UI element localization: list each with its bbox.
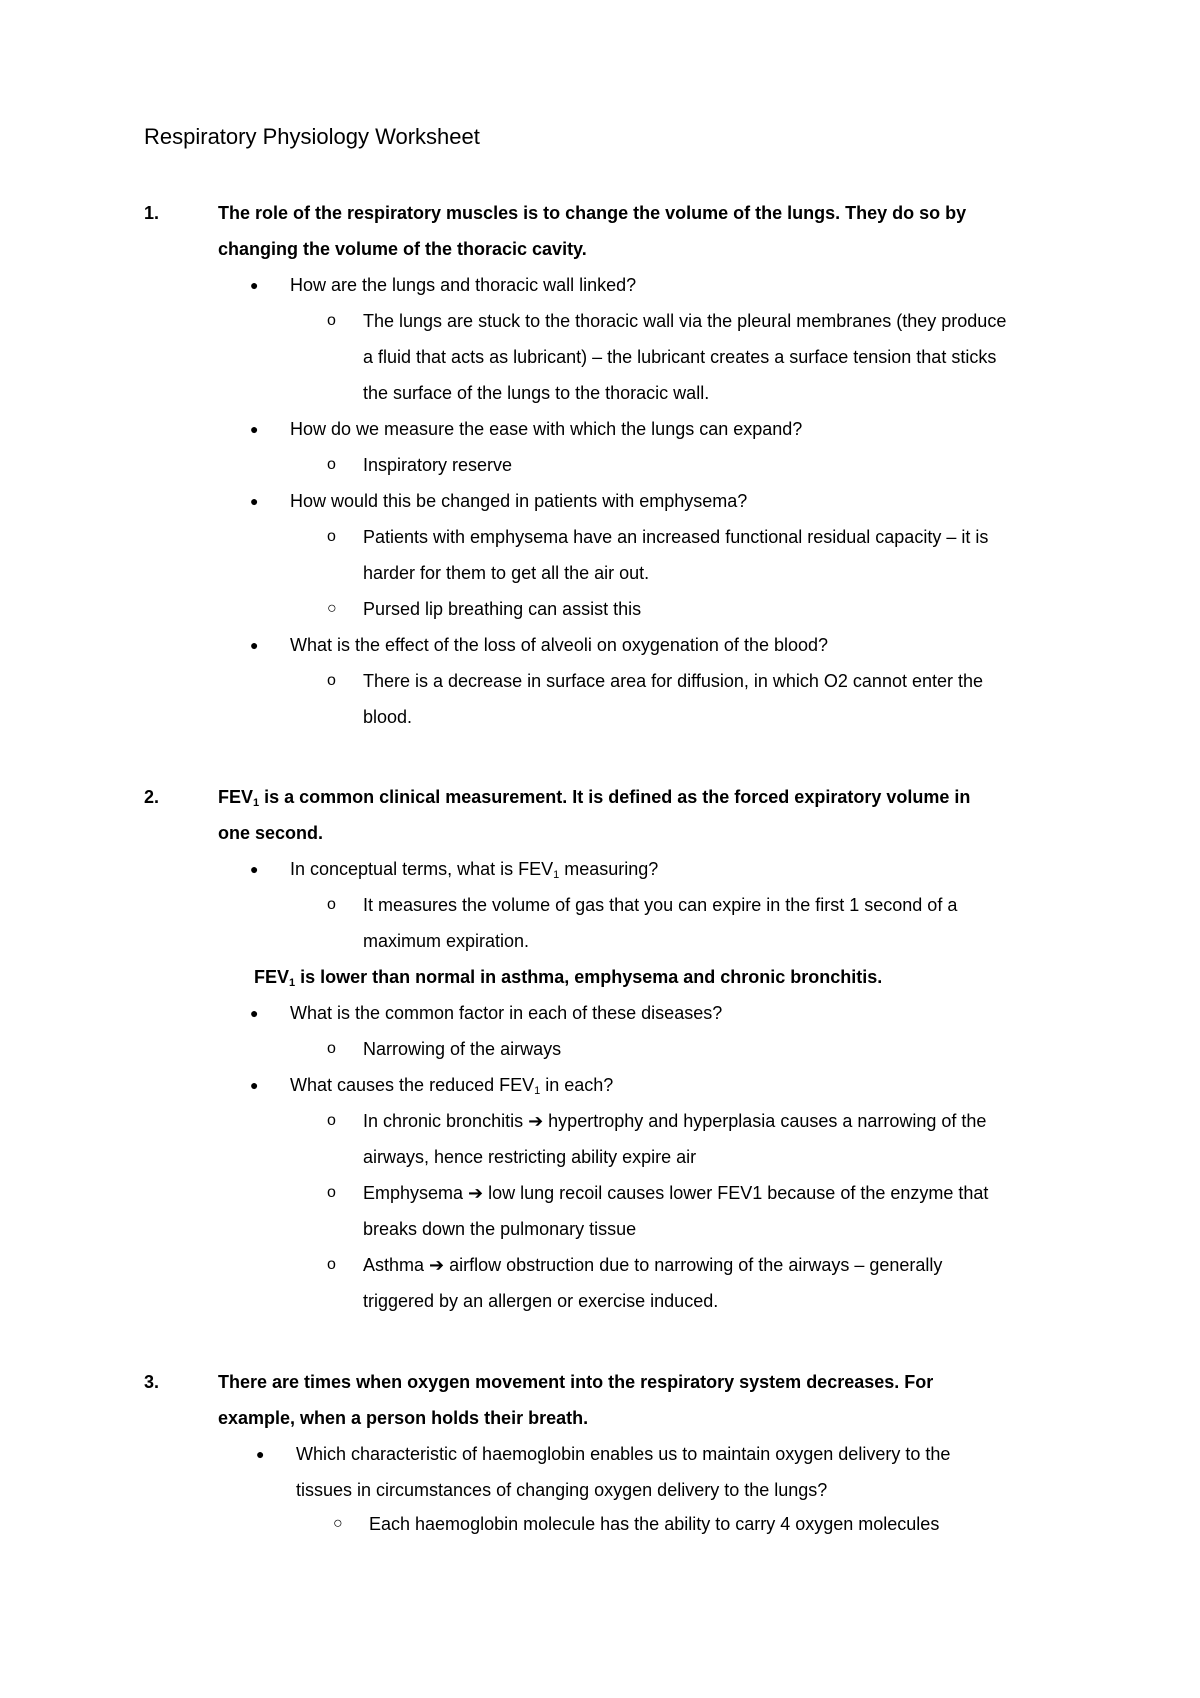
q2-bullet-3-answer-2-line-1: Emphysema ➔ low lung recoil causes lower FEV1 because of the enzyme that	[363, 1183, 989, 1203]
bullet-icon: ●	[250, 861, 259, 877]
q1-bullet-4: What is the effect of the loss of alveoli on oxygenation of the blood?	[290, 635, 829, 655]
sub-bullet-circle-icon: ○	[333, 1515, 343, 1532]
question-1-number: 1.	[144, 203, 160, 223]
bullet-icon: ●	[250, 493, 259, 509]
sub-bullet-o-icon: o	[327, 672, 336, 689]
bullet-icon: ●	[250, 1005, 259, 1021]
q2-bullet-3-answer-1-line-1: In chronic bronchitis ➔ hypertrophy and hyperplasia causes a narrowing of the	[363, 1111, 987, 1131]
bullet-icon: ●	[250, 277, 259, 293]
question-1-line-1: The role of the respiratory muscles is to change the volume of the lungs. They do so by	[218, 203, 967, 223]
q1-bullet-4-answer-line-2: blood.	[363, 707, 413, 727]
sub-bullet-o-icon: o	[327, 1184, 336, 1201]
sub-bullet-o-icon: o	[327, 1040, 336, 1057]
arrow-icon: ➔	[468, 1183, 484, 1203]
q1-bullet-3-answer-2: Pursed lip breathing can assist this	[363, 599, 642, 619]
q1-bullet-2: How do we measure the ease with which the lungs can expand?	[290, 419, 803, 439]
page-title: Respiratory Physiology Worksheet	[144, 124, 480, 149]
sub-bullet-o-icon: o	[327, 1256, 336, 1273]
q1-bullet-1-answer-line-2: a fluid that acts as lubricant) – the lubricant creates a surface tension that sticks	[363, 347, 997, 367]
question-2-number: 2.	[144, 787, 160, 807]
arrow-icon: ➔	[528, 1111, 544, 1131]
sub-bullet-o-icon: o	[327, 312, 336, 329]
q2-statement: $FEV_1$ is lower than normal in asthma, emphysema and chronic bronchitis.	[254, 967, 883, 989]
q2-bullet-1-answer-line-2: maximum expiration.	[363, 931, 530, 951]
sub-bullet-circle-icon: ○	[327, 600, 337, 617]
arrow-icon: ➔	[429, 1255, 445, 1275]
question-2-line-2: one second.	[218, 823, 324, 843]
q1-bullet-3-answer-line-2: harder for them to get all the air out.	[363, 563, 650, 583]
q2-bullet-3: What causes the reduced $FEV_1$ in each?	[290, 1075, 614, 1097]
bullet-icon: ●	[250, 421, 259, 437]
question-3-line-1: There are times when oxygen movement into the respiratory system decreases. For	[218, 1372, 934, 1392]
q3-bullet-1-answer: Each haemoglobin molecule has the ability to carry 4 oxygen molecules	[369, 1514, 940, 1534]
q2-bullet-3-answer-3-line-2: triggered by an allergen or exercise induced.	[363, 1291, 719, 1311]
q2-bullet-3-answer-3-line-1: Asthma ➔ airflow obstruction due to narrowing of the airways – generally	[363, 1255, 943, 1275]
q2-bullet-1: In conceptual terms, what is $FEV_1$ measuring?	[290, 859, 659, 881]
q1-bullet-3-answer-line-1: Patients with emphysema have an increased functional residual capacity – it is	[363, 527, 989, 547]
q2-bullet-3-answer-2-line-2: breaks down the pulmonary tissue	[363, 1219, 637, 1239]
sub-bullet-o-icon: o	[327, 1112, 336, 1129]
bullet-icon: ●	[256, 1446, 265, 1462]
q1-bullet-1-answer-line-1: The lungs are stuck to the thoracic wall via the pleural membranes (they produce	[363, 311, 1007, 331]
bullet-icon: ●	[250, 1077, 259, 1093]
q1-bullet-3: How would this be changed in patients with emphysema?	[290, 491, 748, 511]
sub-bullet-o-icon: o	[327, 896, 336, 913]
q2-bullet-1-answer-line-1: It measures the volume of gas that you can expire in the first 1 second of a	[363, 895, 958, 915]
question-3-number: 3.	[144, 1372, 160, 1392]
q1-bullet-1: How are the lungs and thoracic wall linked?	[290, 275, 637, 295]
bullet-icon: ●	[250, 637, 259, 653]
q1-bullet-2-answer: Inspiratory reserve	[363, 455, 513, 475]
q1-bullet-4-answer-line-1: There is a decrease in surface area for diffusion, in which O2 cannot enter the	[363, 671, 984, 691]
q3-bullet-1-line-2: tissues in circumstances of changing oxygen delivery to the lungs?	[296, 1480, 828, 1500]
q2-bullet-3-answer-1-line-2: airways, hence restricting ability expire air	[363, 1147, 697, 1167]
q1-bullet-1-answer-line-3: the surface of the lungs to the thoracic wall.	[363, 383, 710, 403]
q3-bullet-1-line-1: Which characteristic of haemoglobin enables us to maintain oxygen delivery to the	[296, 1444, 951, 1464]
question-1-line-2: changing the volume of the thoracic cavity.	[218, 239, 587, 259]
q2-bullet-2-answer: Narrowing of the airways	[363, 1039, 562, 1059]
q2-bullet-2: What is the common factor in each of these diseases?	[290, 1003, 723, 1023]
sub-bullet-o-icon: o	[327, 528, 336, 545]
question-2-line-1: $FEV_1$ is a common clinical measurement. It is defined as the forced expiratory volume in	[218, 787, 971, 809]
sub-bullet-o-icon: o	[327, 456, 336, 473]
question-3-line-2: example, when a person holds their breath.	[218, 1408, 589, 1428]
